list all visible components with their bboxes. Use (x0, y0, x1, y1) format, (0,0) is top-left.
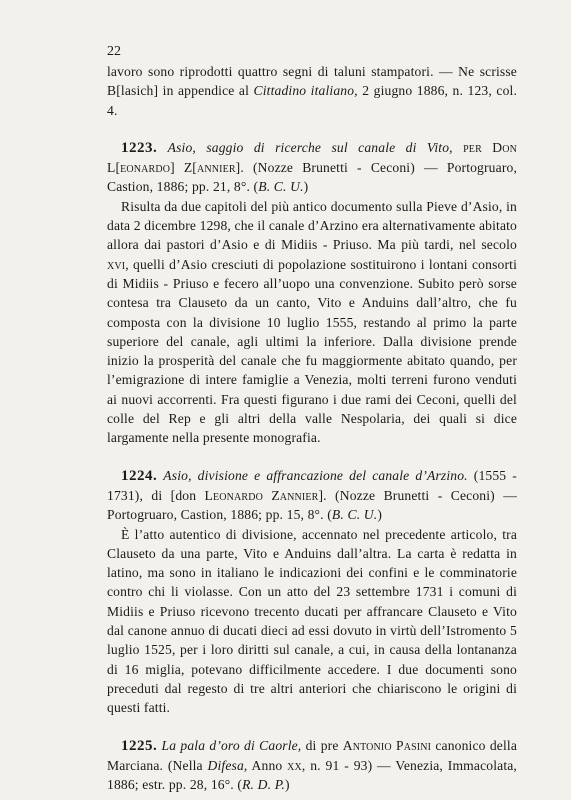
italic-text: Cittadino italiano, (253, 83, 358, 99)
entry-description (107, 197, 517, 448)
text-run: È l’atto autentico di divisione, accennato nel precedente articolo, tra Clauseto da una parte, Vito e Anduins dall’altra. La carta è redatta in latino, ma sono in italiano le indicazioni dei confini e le comminatorie contro chi li violasse. Con un atto del 23 settembre 1731 i comuni di Midiis e Priuso ricevono trecento ducati per affrancare Clauseto e Vito dal canone annuo di ducati dieci ad essi dovuto in virtù dell’Istromento 5 luglio 1525, per i loro diritti sul canale, a cui, in causa della lontananza di 16 miglia, potevano difficilmente accedere. I due documenti sono preceduti dal regesto di tre altri anteriori che chiariscono le origini di questi fatti. (107, 526, 517, 716)
text-run: ) (377, 507, 382, 523)
small-caps-text: xvi (107, 256, 126, 272)
text-run: Anno (247, 757, 288, 773)
small-caps-text: xx (287, 757, 302, 773)
page-text (107, 62, 517, 794)
entry-number: 1224. (121, 467, 158, 484)
text-run: (Nozze Brunetti - Ceconi) — Portogruaro, Castion, 1886; pp. 21, 8°. ( (107, 160, 517, 195)
italic-text: Difesa, (207, 757, 248, 773)
text-run: Risulta da due capitoli del più antico documento sulla Pieve d’Asio, in data 2 dicembre 1298, che il canale d’Arzino era alternativamente abitato allora dai pastori d’Asio e di Midiis - Priuso. Ma più tardi, nel secolo (107, 198, 517, 253)
entry-citation (107, 736, 517, 795)
italic-text: B. C. U. (331, 507, 378, 523)
small-caps-text: Antonio Pasini (342, 737, 432, 753)
text-run: , quelli d’Asio cresciuti di popolazione sostituirono i lontani consorti di Midiis - Priuso e fecero all’uopo una convenzione. Subito però sorse contesa tra Clauseto da un canto, Vito e Anduins dall’altro, che fu composta con la divisione 10 luglio 1555, restando al primo la parte superiore del canale, agli ultimi la inferiore. Dalla divisione prende inizio la prosperità del canale che fu maggiormente abitato quando, per l’emigrazione di intere famiglie a Venezia, molti terreni furono venduti ai nuovi accorrenti. Fra questi figurano i due rami dei Ceconi, quelli del colle del Rep e gli altri della valle Nespolaria, dei quali si dice largamente nella presente monografia. (107, 256, 517, 446)
entry-1225 (107, 736, 517, 795)
text-run: ) (284, 777, 290, 793)
entry-citation (107, 138, 517, 197)
text-run: ]. (Nozze Brunetti - Ceconi) — Portogruaro, Castion, 1886; pp. 15, 8°. ( (107, 487, 517, 523)
text-run: , n. 91 - 93) — Venezia, Immacolata, 1886; estr. pp. 28, 16°. ( (107, 757, 517, 793)
spacer (107, 120, 517, 138)
entry-1224 (107, 466, 517, 718)
entry-number: 1223. (121, 139, 158, 156)
text-run: 2 giugno 1886, n. 123, col. 4. (107, 83, 517, 118)
spacer (107, 448, 517, 466)
entry-number: 1225. (121, 737, 158, 754)
spacer (107, 718, 517, 736)
italic-text: B. C. U. (258, 179, 304, 195)
text-run: ) (303, 179, 309, 195)
text-run (157, 140, 167, 155)
entry-1223 (107, 138, 517, 448)
page-number: 22 (107, 44, 121, 59)
text-run: (1555 - 1731), di [don (107, 467, 517, 503)
italic-text: La pala d’oro di Caorle, (161, 737, 302, 753)
small-caps-text: Leonardo Zannier (204, 487, 319, 503)
italic-text: R. D. P. (242, 777, 285, 793)
small-caps-text: L[eonardo] Z[annier]. (107, 160, 244, 176)
small-caps-text: per Don (452, 139, 517, 155)
entry-description (107, 525, 517, 718)
italic-text: Asio, saggio di ricerche sul canale di Vito, (167, 139, 453, 155)
text-run: canonico della Marciana. (Nella (107, 737, 518, 773)
text-run: lavoro sono riprodotti quattro segni di taluni stampatori. — Ne scrisse B[lasich] in appendice al (107, 64, 517, 99)
text-run: di pre (301, 737, 343, 753)
italic-text: Asio, divisione e affrancazione del canale d’Arzino. (163, 467, 468, 483)
entry-citation (107, 466, 517, 525)
intro-paragraph (107, 62, 517, 120)
